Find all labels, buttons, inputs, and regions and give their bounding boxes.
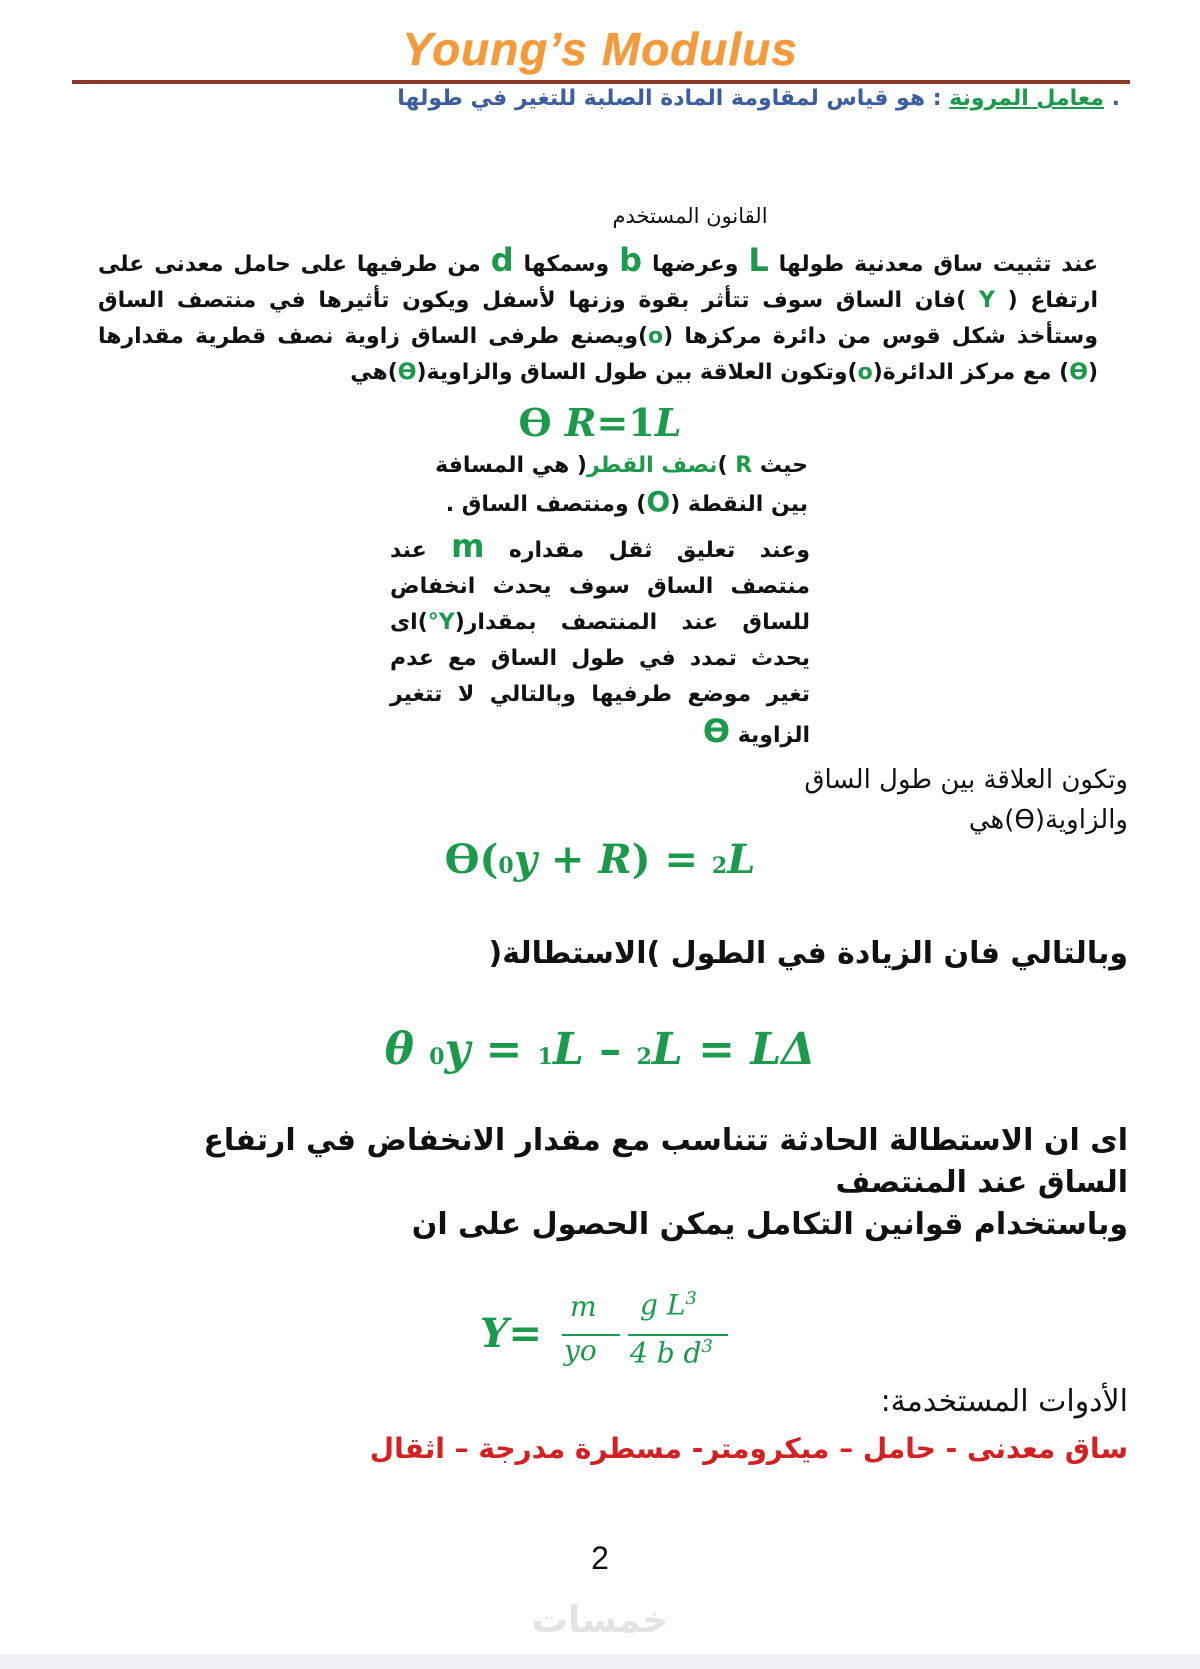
- equation-theta-y-r: [0, 836, 1200, 883]
- paragraph-proportion: [140, 1120, 1128, 1246]
- young-modulus-formula: [480, 1290, 740, 1390]
- paragraph-setup: [98, 242, 1098, 391]
- tools-heading: الأدوات المستخدمة:: [880, 1384, 1128, 1419]
- eq-R: R: [564, 400, 597, 445]
- text-run: وعرضها: [642, 252, 749, 277]
- symbol-R: R: [735, 453, 753, 478]
- eq-subscript: 1: [537, 1044, 553, 1070]
- radius-term: نصف القطر: [586, 453, 718, 478]
- eq-part: y: [444, 1024, 471, 1075]
- paragraph-radius: [392, 448, 808, 523]
- equation-theta-r-l: [0, 400, 1200, 445]
- eq-subscript: 2: [636, 1044, 652, 1070]
- text-run: ): [717, 453, 736, 478]
- text-run: ) ومنتصف الساق .: [445, 492, 647, 517]
- paragraph-elongation: وبالتالي فان الزيادة في الطول )الاستطالة(: [488, 936, 1128, 971]
- page-title: Young’s Modulus: [402, 23, 798, 75]
- symbol-Yo: Y°: [427, 610, 455, 635]
- formula-num2-base: g L: [640, 1288, 686, 1322]
- proportion-line-2: وباستخدام قوانين التكامل يمكن الحصول على ان: [411, 1207, 1128, 1242]
- definition-text: هو قياس لمقاومة المادة الصلبة للتغير في طولها: [397, 86, 926, 111]
- eq-subscript: 0: [429, 1044, 445, 1070]
- formula-den2-base: 4 b d: [630, 1336, 702, 1370]
- formula-lhs: Y=: [480, 1310, 543, 1357]
- symbol-d: d: [490, 241, 514, 279]
- text-run: حيث: [752, 453, 808, 478]
- symbol-o: o: [857, 360, 873, 385]
- text-run: وعند تعليق ثقل مقداره: [484, 538, 810, 563]
- text-run: ) مع مركز الدائرة(: [872, 360, 1070, 385]
- formula-den2: [630, 1336, 713, 1369]
- paragraph-load: [390, 528, 810, 754]
- text-run: ( هي المسافة بين النقطة (: [435, 453, 808, 517]
- definition-colon: :: [925, 86, 950, 111]
- text-run: من طرفيها على حامل معدنى على ارتفاع (: [98, 252, 1098, 313]
- eq-part: θ: [384, 1024, 414, 1075]
- eq-part: =: [470, 1024, 538, 1075]
- eq-L: L: [654, 400, 682, 445]
- eq-rest: =1: [596, 400, 655, 445]
- equation-elongation: [0, 1024, 1200, 1075]
- tools-list: ساق معدنى - حامل – ميكرومتر- مسطرة مدرجة – اثقال: [369, 1432, 1128, 1465]
- symbol-m: m: [451, 527, 485, 565]
- eq-subscript: 0: [498, 853, 514, 879]
- relation-line-1: وتكون العلاقة بين طول الساق: [804, 765, 1128, 795]
- bottom-strip: [0, 1654, 1200, 1669]
- text-run: )اى يحدث تمدد في طول الساق مع عدم تغير موضع طرفيها وبالتالي لا تتغير الزاوية: [390, 610, 810, 748]
- formula-exponent: 3: [701, 1336, 713, 1357]
- formula-num1: m: [570, 1290, 597, 1323]
- eq-part: –: [583, 1024, 637, 1075]
- symbol-L: L: [748, 241, 769, 279]
- eq-subscript: 2: [711, 853, 728, 879]
- eq-part: +: [536, 836, 599, 883]
- symbol-theta: ϴ: [1069, 360, 1088, 385]
- eq-part: L: [727, 836, 756, 883]
- formula-exponent: 3: [685, 1288, 697, 1309]
- text-run: )وتكون العلاقة بين طول الساق والزاوية(: [416, 360, 858, 385]
- text-run: )فان الساق سوف تتأثر بقوة وزنها لأسفل ويكون تأثيرها في منتصف الساق وستأخذ شكل قوس من دائرة مركزها (: [98, 288, 1098, 349]
- formula-den1: yo: [564, 1334, 597, 1367]
- text-run: عند تثبيت ساق معدنية طولها: [768, 252, 1098, 277]
- relation-line-2: والزاوية(ϴ)هي: [968, 805, 1128, 835]
- page-number: 2: [591, 1540, 609, 1576]
- symbol-b: b: [619, 241, 643, 279]
- text-run: عند منتصف الساق سوف يحدث انخفاض للساق عند المنتصف بمقدار(: [390, 538, 810, 635]
- paragraph-relation: [804, 760, 1128, 840]
- eq-part: ϴ(: [444, 836, 499, 883]
- definition-line: [397, 86, 1120, 111]
- text-run: )ويصنع طرفى الساق زاوية نصف قطرية مقدارها (: [98, 324, 1098, 385]
- eq-part: LΔ: [750, 1024, 816, 1075]
- definition-term: معامل المرونة: [949, 86, 1104, 111]
- symbol-O: O: [646, 485, 671, 518]
- eq-part: ) =: [631, 836, 712, 883]
- eq-part: L: [651, 1024, 683, 1075]
- symbol-theta: ϴ: [397, 360, 417, 385]
- title-underline: [72, 80, 1130, 84]
- text-run: وسمكها: [513, 252, 620, 277]
- eq-part: y: [513, 836, 537, 883]
- formula-num2: [640, 1288, 697, 1321]
- section-heading: القانون المستخدم: [612, 204, 768, 228]
- definition-bullet: .: [1111, 86, 1120, 111]
- eq-theta: ϴ: [518, 400, 552, 445]
- text-run: )هي: [350, 360, 398, 385]
- eq-part: L: [552, 1024, 584, 1075]
- symbol-theta: ϴ: [702, 712, 731, 750]
- eq-part: R: [598, 836, 632, 883]
- proportion-line-1: اى ان الاستطالة الحادثة تتناسب مع مقدار الانخفاض في ارتفاع الساق عند المنتصف: [203, 1123, 1128, 1200]
- symbol-Y: Y: [978, 288, 995, 313]
- eq-part: =: [682, 1024, 751, 1075]
- symbol-o: o: [648, 324, 664, 349]
- watermark-logo: خمسات: [531, 1600, 669, 1641]
